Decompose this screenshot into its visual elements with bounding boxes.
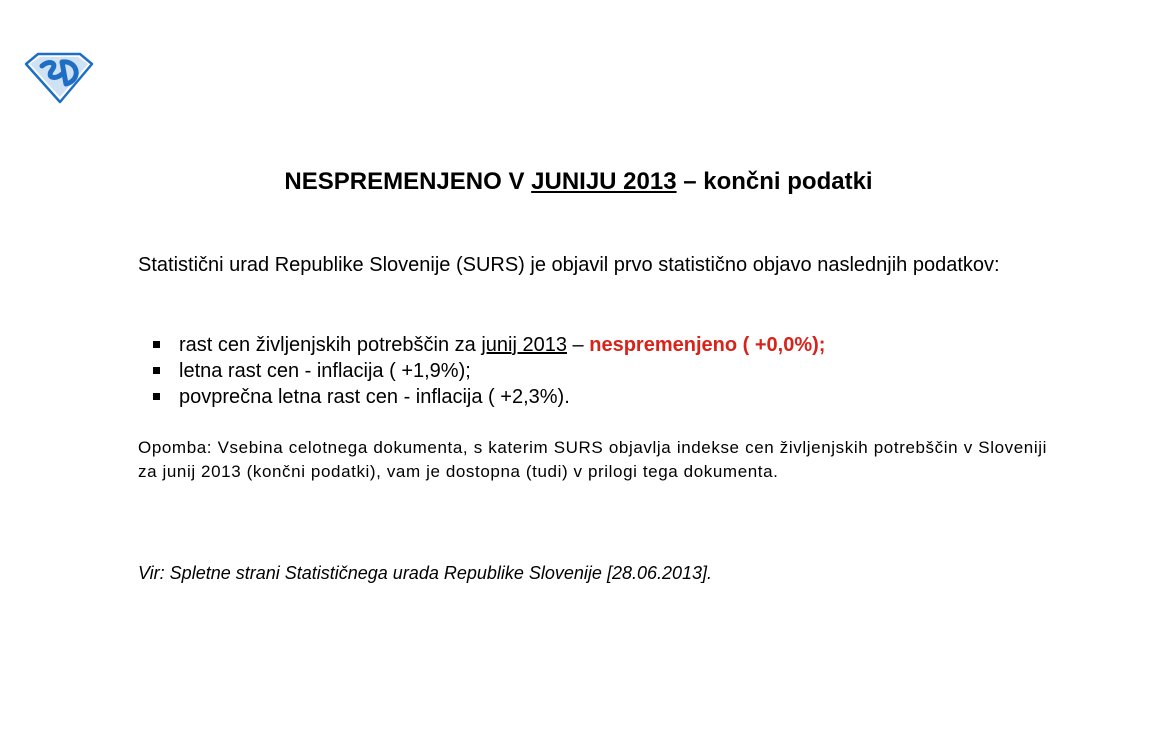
bullet-text: povprečna letna rast cen - inflacija ( +2,3%). — [179, 386, 570, 408]
bullet-list — [150, 332, 1050, 410]
title-part1: NESPREMENJENO V — [284, 168, 532, 195]
document-title — [0, 167, 1157, 197]
note-paragraph: Opomba: Vsebina celotnega dokumenta, s katerim SURS objavlja indekse cen življenjskih potrebščin v Sloveniji za junij 2013 (končni podatki), vam je dostopna (tudi) v prilogi tega dokumenta. — [138, 438, 1047, 481]
bullet-period: junij 2013 — [481, 334, 567, 356]
bullet-highlight: nespremenjeno ( +0,0%); — [589, 334, 826, 356]
bullet-text: letna rast cen - inflacija ( +1,9%); — [179, 360, 471, 382]
title-part2: – končni podatki — [676, 168, 873, 195]
square-bullet-icon — [153, 393, 160, 400]
title-period: JUNIJU 2013 — [531, 168, 677, 195]
source-line: Vir: Spletne strani Statističnega urada Republike Slovenije [28.06.2013]. — [138, 563, 713, 583]
sd-logo — [22, 50, 96, 104]
bullet-text: rast cen življenjskih potrebščin za — [179, 334, 482, 356]
square-bullet-icon — [153, 341, 160, 348]
shield-logo-icon — [22, 50, 96, 104]
list-item — [150, 332, 1050, 358]
bullet-dash: – — [566, 334, 590, 356]
list-item — [150, 358, 1050, 384]
list-item — [150, 384, 1050, 410]
intro-paragraph: Statistični urad Republike Slovenije (SURS) je objavil prvo statistično objavo naslednjih podatkov: — [138, 254, 1000, 276]
square-bullet-icon — [153, 367, 160, 374]
